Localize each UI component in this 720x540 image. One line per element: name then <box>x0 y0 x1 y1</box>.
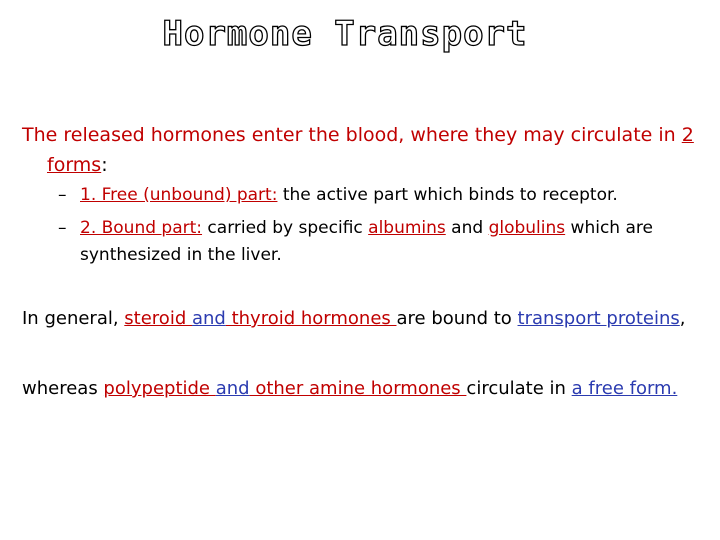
general-paragraph <box>22 306 720 332</box>
intro-paragraph <box>22 120 720 180</box>
slide-title: Hormone Transport <box>162 14 528 54</box>
globulins-term: globulins <box>488 218 566 238</box>
general-prefix: In general, <box>22 308 125 329</box>
steroid-term: steroid <box>124 308 192 329</box>
bullet-free-label: 1. Free (unbound) part: <box>80 185 278 205</box>
whereas-middle: circulate in <box>466 378 572 399</box>
bullet-bound-text-2: which are synthesized in the liver. <box>80 218 653 265</box>
intro-text: The released hormones enter the blood, where they may circulate in <box>22 124 682 146</box>
bullet-bound-part <box>58 215 720 269</box>
whereas-and: and <box>215 378 250 399</box>
whereas-paragraph <box>22 376 720 402</box>
bullet-dash: – <box>58 218 67 238</box>
bullet-free-part <box>58 182 720 209</box>
bullet-free-text: the active part which binds to receptor. <box>277 185 618 205</box>
transport-proteins-term: transport proteins <box>517 308 680 329</box>
bullet-bound-label: 2. Bound part: <box>80 218 203 238</box>
thyroid-term: thyroid hormones <box>225 308 397 329</box>
bullet-bound-and: and <box>445 218 489 238</box>
general-middle: are bound to <box>396 308 518 329</box>
whereas-prefix: whereas <box>22 378 104 399</box>
intro-highlight: 2 forms <box>47 124 694 176</box>
intro-colon: : <box>101 154 108 176</box>
free-form-term: a free form. <box>571 378 678 399</box>
bullet-bound-text-1: carried by specific <box>202 218 369 238</box>
polypeptide-term: polypeptide <box>103 378 216 399</box>
amine-hormones-term: other amine hormones <box>249 378 467 399</box>
bullet-dash: – <box>58 185 67 205</box>
albumins-term: albumins <box>368 218 446 238</box>
general-suffix: , <box>679 308 686 329</box>
general-and: and <box>191 308 226 329</box>
